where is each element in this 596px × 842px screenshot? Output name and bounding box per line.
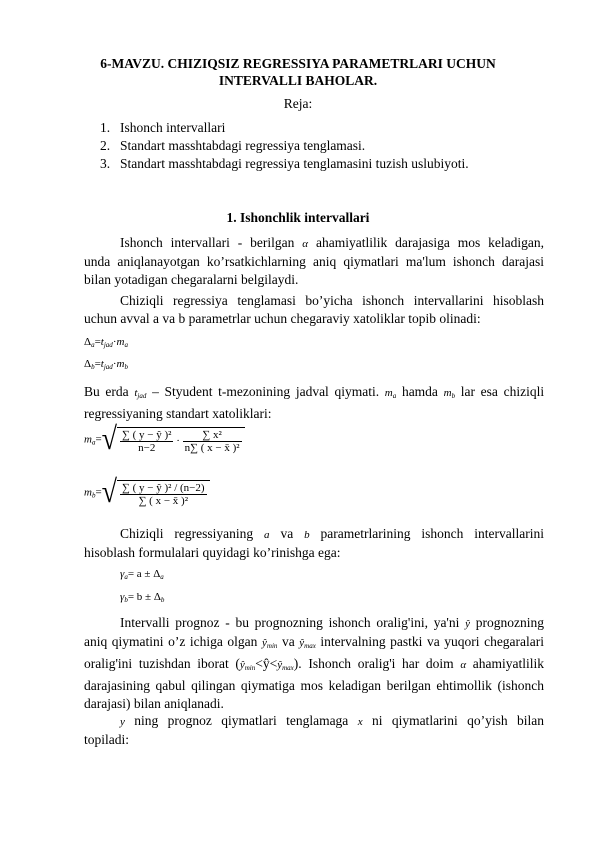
title-line-1: 6-MAVZU. CHIZIQSIZ REGRESSIYA PARAMETRLARI UCHUN: [100, 56, 496, 71]
formula-delta-b: $\Delta_b=t_{jad}\cdot m_b$: [84, 358, 128, 371]
text-line: bilan yotadigan chegaralarni belgilaydi.: [84, 272, 299, 287]
paragraph-prediction: y ning prognoz qiymatlari tenglamaga x ni qiymatlarini qo’yish bilan topiladi:: [84, 713, 545, 747]
text-line: unda aniqlanayotgan ko’rsatkichlarning aniq qiymatlari ma'lum ishonch darajasi: [84, 254, 544, 269]
section-heading: 1. Ishonchlik intervallari: [226, 210, 370, 225]
plan-item-text: Ishonch intervallari: [120, 120, 226, 135]
plan-item-text: Standart masshtabdagi regressiya tenglamasi.: [120, 138, 366, 153]
text: Chiziqli regressiyaning: [120, 526, 254, 541]
paragraph-intro: [84, 292, 544, 328]
paragraph-forecast: Intervalli prognoz - bu prognozning ishonch oralig'ini, ya'ni ŷ prognozning aniq qiymatini o’z ichiga olgan $ŷ_{min}$ va $ŷ_{max}$ intervalning pastki va yuqori chegaralari oralig'ini tuzishdan iborat $(ŷ_{min}<ŷ<ŷ_{max})$. Ishonch oralig'i har doim α ahamiyatlilik darajasining qabul qilingan qiymatiga mos keladigan berilgan ehtimollik (ishonch darajasi) bilan aniqlanadi.: [84, 615, 545, 711]
formula-delta-a: $\Delta_a=t_{jad}\cdot m_a$: [84, 336, 128, 349]
fraction: $\frac{\text{∑ ( y − ŷ )²}}{n-2}$: [122, 428, 172, 454]
fraction: $\frac{\text{∑ x²}}{\text{n∑ ( x − x̄ )²}}$: [184, 428, 240, 454]
title-line-2: INTERVALLI BAHOLAR.: [218, 73, 378, 88]
formula-ma: $m_a=√$ $\frac{\text{∑ ( y − ŷ )²}}{n-2}$ · $\frac{\text{∑ x²}}{\text{n∑ ( x − x̄ )²}}$: [84, 424, 245, 456]
text: Bu erda: [84, 384, 129, 399]
formula-mb: $m_b=√$ $\frac{\text{∑ ( y − ŷ )² / (n−2)}}{\text{∑ ( x − x̄ )²}}$: [84, 477, 210, 509]
plan-heading: Reja:: [283, 96, 313, 111]
paragraph-intervals: Chiziqli regressiyaning a va b parametrlarining ishonch intervallarini hisoblash formulalari quyidagi ko’rinishga ega:: [84, 526, 544, 560]
text-line: darajasining qabul qilingan qiymatiga mos keladigan berilgan ehtimollik (ishonch: [84, 678, 544, 693]
plan-item: [100, 155, 469, 173]
text: Ishonch intervallari - berilgan: [120, 235, 295, 250]
plan-item-text: Standart masshtabdagi regressiya tenglamasini tuzish uslubiyoti.: [120, 156, 469, 171]
page-title: [60, 55, 536, 89]
text-line: darajasi) bilan aniqlanadi.: [84, 696, 224, 711]
text-line: hisoblash formulalari quyidagi ko’rinishga ega:: [84, 545, 341, 560]
plan-item-number: 1.: [100, 120, 111, 135]
plan-list: [100, 119, 469, 173]
text-line: regressiyaning standart xatoliklari:: [84, 406, 272, 421]
plan-item-number: 2.: [100, 138, 111, 153]
text: ahamiyatlilik darajasiga mos keladigan,: [315, 235, 544, 250]
formula-gamma-a: $\gamma_a= a \pm \Delta_a$: [120, 568, 164, 581]
text: parametrlarining ishonch intervallarini: [320, 526, 544, 541]
alpha-symbol: α: [302, 238, 309, 250]
formula-gamma-b: $\gamma_b= b \pm \Delta_b$: [120, 591, 165, 604]
plan-item: [100, 119, 469, 137]
text: Chiziqli regressiya tenglamasi bo’yicha ishonch intervallarini hisoblash: [120, 293, 544, 308]
plan-item-number: 3.: [100, 156, 111, 171]
text: Intervalli prognoz - bu prognozning ishonch oralig'ini, ya'ni: [120, 615, 460, 630]
fraction: $\frac{\text{∑ ( y − ŷ )² / (n−2)}}{\text{∑ ( x − x̄ )²}}$: [122, 481, 205, 507]
paragraph-definition: [84, 234, 544, 289]
text: – Styudent t-mezonining jadval qiymati.: [152, 384, 380, 399]
text-line: uchun avval a va b parametrlar uchun chegaraviy xatoliklar topib olinadi:: [84, 311, 481, 326]
text-line: topiladi:: [84, 732, 129, 747]
paragraph-explanation: Bu erda $t_{jad}$ – Styudent t-mezonining jadval qiymati. $m_a$ hamda $m_b$ lar esa chiziqli regressiyaning standart xatoliklari:: [84, 384, 545, 421]
plan-item: [100, 137, 469, 155]
